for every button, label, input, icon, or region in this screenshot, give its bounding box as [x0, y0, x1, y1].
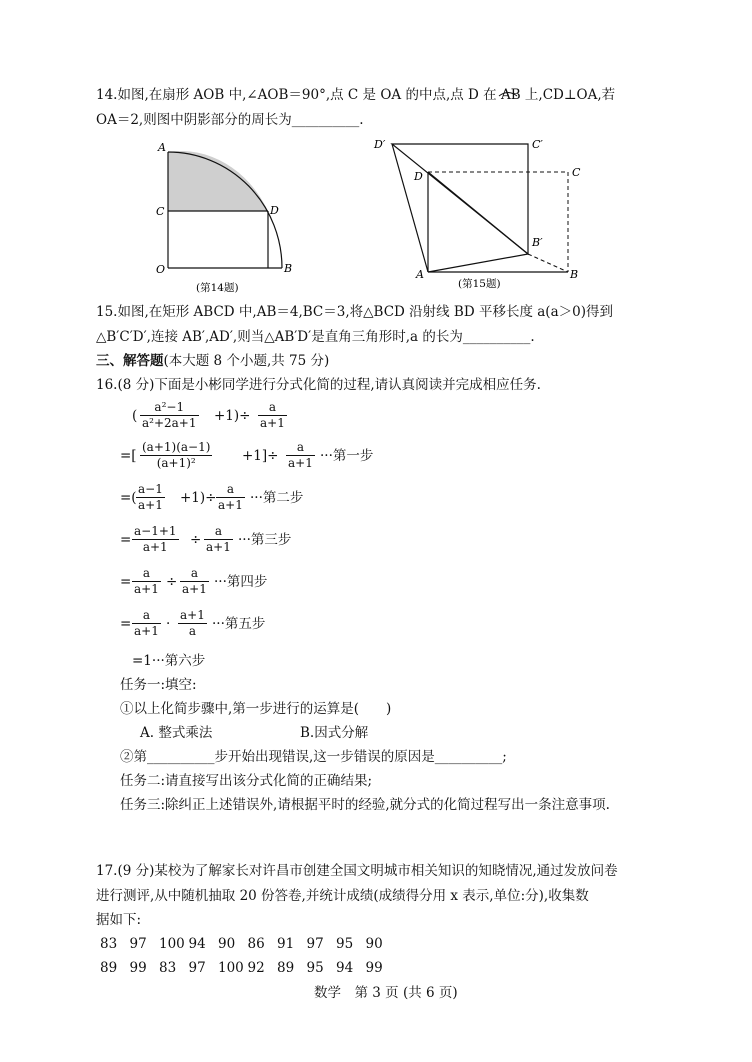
denominator: a+1 — [260, 416, 285, 430]
data-value: 83 — [159, 960, 177, 976]
numerator: a — [216, 482, 245, 498]
step-label: ···第三步 — [238, 532, 292, 548]
fraction-2 — [204, 524, 233, 555]
figure-15 — [366, 132, 596, 292]
expr-open: =[ — [120, 448, 137, 464]
denominator: a+1 — [218, 498, 243, 512]
expr-operator: ÷ — [190, 532, 202, 548]
q17-line2: 进行测评,从中随机抽取 20 份答卷,并统计成绩(成绩得分用 x 表示,单位:分),收集数 — [96, 888, 589, 904]
numerator: a — [132, 566, 161, 582]
option-a: A. 整式乘法 — [140, 725, 213, 741]
fraction-1 — [140, 440, 212, 471]
numerator: a+1 — [180, 608, 205, 622]
denominator: a²+2a+1 — [142, 416, 197, 430]
label-O: O — [156, 263, 166, 276]
shaded-region — [168, 151, 268, 211]
arc-mark — [497, 82, 519, 88]
label-Bp: B′ — [532, 236, 543, 249]
numerator: a−1+1 — [134, 524, 177, 538]
expr-operator: +1]÷ — [242, 448, 279, 464]
label-Dp: D′ — [374, 138, 386, 151]
label-B: B — [570, 268, 579, 281]
label-D: D — [270, 204, 279, 217]
denominator: a — [188, 624, 196, 638]
data-value: 94 — [336, 960, 354, 976]
fraction-2 — [178, 608, 207, 639]
step-label: ···第五步 — [212, 616, 266, 632]
data-value: 99 — [129, 960, 147, 976]
numerator: a−1 — [138, 482, 163, 496]
numerator: a — [258, 400, 287, 416]
caption-15: (第15题) — [458, 278, 501, 290]
q15-line1: 15.如图,在矩形 ABCD 中,AB＝4,BC＝3,将△BCD 沿射线 BD 平移长度 a(a＞0)得到 — [96, 304, 613, 320]
task3: 任务三:除纠正上述错误外,请根据平时的经验,就分式的化简过程写出一条注意事项. — [120, 797, 610, 813]
numerator: a — [286, 440, 315, 456]
data-value: 92 — [247, 960, 265, 976]
data-value: 89 — [100, 960, 118, 976]
figure-14 — [150, 138, 300, 298]
q16-step6: =1···第六步 — [132, 653, 206, 669]
task1-heading: 任务一:填空: — [120, 677, 197, 693]
step-label: ···第四步 — [214, 574, 268, 590]
data-value: 99 — [365, 960, 383, 976]
expr-open: =( — [120, 490, 137, 506]
dashed-BpB — [528, 254, 568, 272]
data-value: 100 — [159, 936, 185, 952]
data-value: 91 — [277, 936, 295, 952]
fraction-2 — [216, 482, 245, 513]
data-value: 95 — [306, 960, 324, 976]
data-value: 89 — [277, 960, 295, 976]
data-value: 97 — [306, 936, 324, 952]
label-B: B — [284, 262, 293, 275]
numerator: a — [132, 608, 161, 624]
expr-operator: ÷ — [166, 574, 178, 590]
expr-operator: +1)÷ — [180, 490, 217, 506]
data-value: 95 — [336, 936, 354, 952]
expr-operator: +1)÷ — [214, 408, 251, 424]
data-value: 83 — [100, 936, 118, 952]
expr-open: = — [120, 574, 132, 590]
fraction-1 — [140, 400, 199, 431]
q14-line1: 14.如图,在扇形 AOB 中,∠AOB＝90°,点 C 是 OA 的中点,点 D 在 AB 上,CD⊥OA,若 — [96, 87, 616, 103]
numerator: a — [180, 566, 209, 582]
q16-line1: 16.(8 分)下面是小彬同学进行分式化简的过程,请认真阅读并完成相应任务. — [96, 377, 541, 393]
data-value: 90 — [365, 936, 383, 952]
expr-operator: · — [166, 616, 171, 632]
fraction-2 — [258, 400, 287, 431]
fraction-2 — [286, 440, 315, 471]
denominator: a+1 — [142, 540, 168, 554]
fraction-1 — [132, 566, 161, 597]
data-value: 94 — [188, 936, 206, 952]
q17-line1: 17.(9 分)某校为了解家长对许昌市创建全国文明城市相关知识的知晓情况,通过发放问卷 — [96, 863, 618, 879]
task2: 任务二:请直接写出该分式化简的正确结果; — [120, 773, 373, 789]
label-C: C — [156, 205, 165, 218]
denominator: a+1 — [134, 624, 159, 638]
fraction-2 — [180, 566, 209, 597]
option-b: B.因式分解 — [300, 725, 369, 741]
data-value: 97 — [129, 936, 147, 952]
caption-14: (第14题) — [196, 282, 239, 294]
diagonal-DB — [428, 172, 528, 254]
data-value: 86 — [247, 936, 265, 952]
fraction-1 — [132, 524, 179, 555]
expr-open: = — [120, 532, 132, 548]
fraction-1 — [136, 482, 165, 513]
label-Cp: C′ — [532, 138, 543, 151]
expr-open: = — [120, 616, 132, 632]
label-C: C — [572, 166, 581, 179]
denominator: a+1 — [134, 582, 159, 596]
fraction-1 — [132, 608, 161, 639]
numerator: a²−1 — [140, 400, 199, 416]
segment-ADp — [392, 144, 428, 272]
numerator: a — [204, 524, 233, 540]
expr-open: ( — [132, 408, 138, 424]
denominator: a+1 — [206, 540, 231, 554]
task1-q1: ①以上化简步骤中,第一步进行的运算是( ) — [120, 701, 392, 717]
data-value: 90 — [218, 936, 236, 952]
data-value: 100 — [218, 960, 244, 976]
section-heading — [96, 352, 329, 370]
q14-line2: OA＝2,则图中阴影部分的周长为__________. — [96, 112, 364, 128]
section-note: (本大题 8 个小题,共 75 分) — [163, 353, 330, 369]
page-footer: 数学 第 3 页 (共 6 页) — [314, 985, 458, 1001]
q17-line3: 据如下: — [96, 912, 142, 928]
step-label: ···第二步 — [250, 490, 304, 506]
denominator: a+1 — [182, 582, 207, 596]
section-title: 三、解答题 — [96, 353, 164, 369]
denominator: a+1 — [288, 456, 313, 470]
q15-line2: △B′C′D′,连接 AB′,AD′,则当△AB′D′是直角三角形时,a 的长为__________. — [96, 329, 535, 345]
denominator: a+1 — [138, 498, 163, 512]
label-A: A — [416, 268, 424, 281]
label-D: D — [414, 170, 423, 183]
denominator: (a+1)² — [156, 456, 196, 470]
numerator: (a+1)(a−1) — [142, 440, 211, 454]
task1-q2: ②第__________步开始出现错误,这一步错误的原因是__________; — [120, 749, 507, 765]
label-A: A — [158, 141, 166, 154]
segment-ABp — [428, 254, 528, 272]
step-label: ···第一步 — [320, 448, 374, 464]
data-value: 97 — [188, 960, 206, 976]
